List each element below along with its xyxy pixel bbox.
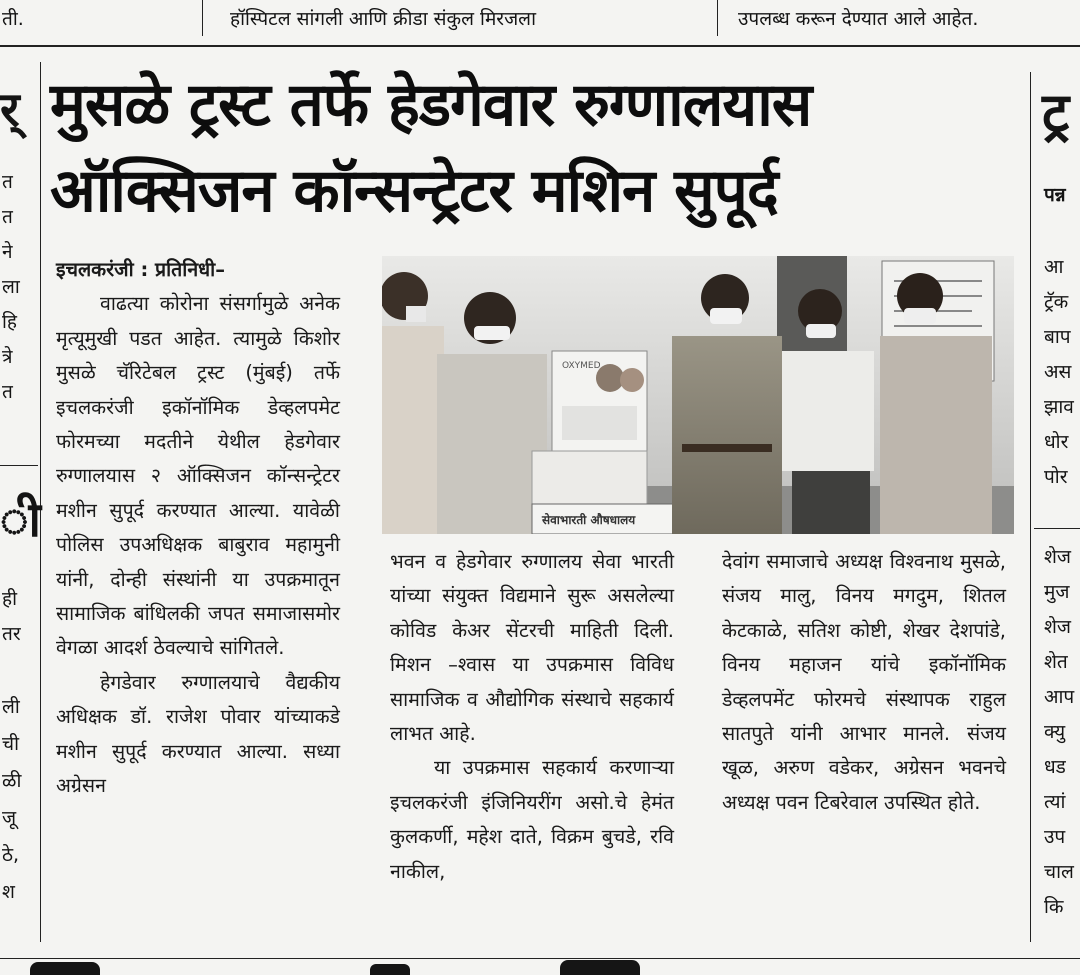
headline-line-2: ऑक्सिजन कॉन्सन्ट्रेटर मशिन सुपूर्द xyxy=(50,156,778,226)
right-edge-line: ट्रॅक xyxy=(1044,291,1069,313)
left-edge-line: ली xyxy=(2,696,20,718)
top-left-fragment: ती. xyxy=(2,8,24,30)
left-edge-line: जू xyxy=(2,807,17,829)
article-headline xyxy=(50,62,1030,234)
right-edge-line: बाप xyxy=(1044,326,1071,348)
box-label: OXYMED xyxy=(562,361,601,371)
left-edge-line: हि xyxy=(2,311,18,333)
right-edge-line: पोर xyxy=(1044,466,1068,488)
left-edge-line: ला xyxy=(2,276,20,298)
left-edge-line: त xyxy=(2,206,13,228)
paragraph: वाढत्या कोरोना संसर्गामुळे अनेक मृत्यूमुखी पडत आहेत. त्यामुळे किशोर मुसळे चॅरिटेबल ट्रस्ट (मुंबई) तर्फे इचलकरंजी इकॉनॉमिक डेव्हलपमेट फोरमच्या मदतीने येथील हेडगेवार रुग्णालयास २ ऑक्सिजन कॉन्सन्ट्रेटर मशीन सुपूर्द करण्यात आल्या. यावेळी पोलिस उपअधिक्षक बाबुराव महामुनी यांनी, दोन्ही संस्थांनी या उपक्रमातून सामाजिक बांधिलकी जपत समाजासमोर वेगळा आदर्श ठेवल्याचे सांगितले. xyxy=(56,292,340,660)
article-column-2 xyxy=(390,545,674,889)
right-edge-line: उप xyxy=(1044,826,1066,848)
right-edge-line: धड xyxy=(1044,756,1066,778)
next-headline-fragment xyxy=(560,960,640,975)
top-right-fragment: उपलब्ध करून देण्यात आले आहेत. xyxy=(738,8,979,30)
next-headline-fragment xyxy=(370,964,410,975)
photo-illustration xyxy=(382,256,1014,534)
paragraph: या उपक्रमास सहकार्य करणाऱ्या इचलकरंजी इंजिनियरींग असो.चे हेमंत कुलकर्णी, महेश दाते, विक्रम बुचडे, रवि नाकील, xyxy=(390,756,674,883)
left-edge-line: ही xyxy=(2,588,18,610)
right-edge-line: झाव xyxy=(1044,396,1074,418)
right-edge-divider xyxy=(1034,528,1080,529)
top-center-fragment: हॉस्पिटल सांगली आणि क्रीडा संकुल मिरजला xyxy=(230,8,536,30)
right-edge-line: क्यु xyxy=(1044,721,1066,743)
right-edge-line: कि xyxy=(1044,896,1064,918)
top-column-rule-2 xyxy=(717,0,718,36)
top-divider xyxy=(0,45,1080,47)
left-edge-heading-2: ी xyxy=(0,492,41,548)
dateline: इचलकरंजी : प्रतिनिधी– xyxy=(56,258,225,281)
right-column-rule xyxy=(1030,72,1031,942)
top-strip xyxy=(0,2,1080,36)
left-edge-line: ने xyxy=(2,241,13,263)
left-edge-line: त्रे xyxy=(2,346,13,368)
right-edge-line: शेज xyxy=(1044,616,1072,638)
banner-text: सेवाभारती औषधालय xyxy=(542,513,636,527)
right-edge-line: शेज xyxy=(1044,546,1072,568)
right-edge-line: आप xyxy=(1044,686,1075,708)
right-edge-line: चाल xyxy=(1044,861,1074,883)
left-edge-line: श xyxy=(2,881,15,903)
left-edge-line: त xyxy=(2,381,13,403)
article-column-3 xyxy=(722,545,1006,820)
left-edge-line: ची xyxy=(2,733,19,755)
paragraph: हेगडेवार रुग्णालयाचे वैद्यकीय अधिक्षक डॉ. राजेश पोवार यांच्याकडे मशीन सुपूर्द करण्यात आल्या. सध्या अग्रेसन xyxy=(56,670,340,798)
right-edge-line: शेत xyxy=(1044,651,1068,673)
right-edge-line: अस xyxy=(1044,361,1072,383)
headline-line-1: मुसळे ट्रस्ट तर्फे हेडगेवार रुग्णालयास xyxy=(50,70,812,140)
bottom-divider xyxy=(0,958,1080,959)
news-photo xyxy=(382,256,1014,534)
paragraph: देवांग समाजाचे अध्यक्ष विश्वनाथ मुसळे, संजय मालु, विनय मगदुम, शितल केटकाळे, सतिश कोष्टी, शेखर देशपांडे, विनय महाजन यांचे इकॉनॉमिक डेव्हलपमेंट फोरमचे संस्थापक राहुल सातपुते यांनी आभार मानले. संजय खूळ, अरुण वडेकर, अग्रेसन भवनचे अध्यक्ष पवन टिबरेवाल उपस्थित होते. xyxy=(722,550,1006,814)
right-edge-line: आ xyxy=(1044,256,1064,278)
article-column-1 xyxy=(56,253,340,804)
top-column-rule xyxy=(202,0,203,36)
right-edge-line: त्यां xyxy=(1044,791,1066,813)
left-edge-divider xyxy=(0,465,38,466)
next-headline-fragment xyxy=(30,962,100,975)
left-edge-heading: र् xyxy=(0,82,20,138)
left-edge-line: ळी xyxy=(2,770,22,792)
right-edge-heading: ट्र xyxy=(1042,81,1070,144)
paragraph: भवन व हेडगेवार रुग्णालय सेवा भारती यांच्या संयुक्त विद्यमाने सुरू असलेल्या कोविड केअर सेंटरची माहिती दिली. मिशन –श्वास या उपक्रमास विविध सामाजिक व औद्योगिक संस्थाचे सहकार्य लाभत आहे. xyxy=(390,550,674,746)
left-edge-line: ठे, xyxy=(2,844,20,866)
left-edge-line: तर xyxy=(2,623,21,645)
right-edge-line: धोर xyxy=(1044,431,1069,453)
left-edge-line: त xyxy=(2,171,13,193)
right-edge-line: मुज xyxy=(1044,581,1070,603)
right-edge-subheading: पन्न xyxy=(1044,184,1066,206)
